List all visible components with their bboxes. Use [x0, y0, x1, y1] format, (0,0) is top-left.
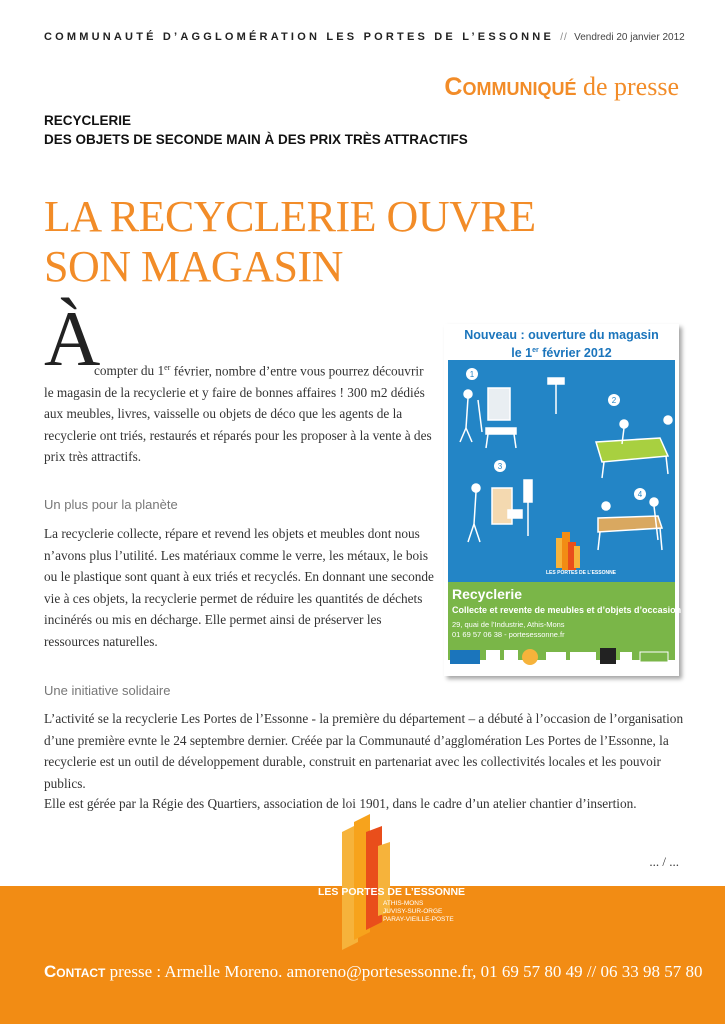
qr-code-icon [600, 648, 616, 664]
town-2: JUVISY-SUR-ORGE [383, 908, 443, 915]
step-3-number: 3 [497, 462, 503, 471]
kicker-line-2: DES OBJETS DE SECONDE MAIN À DES PRIX TRÈS ATTRACTIFS [44, 132, 468, 147]
portes-essonne-logo-icon [334, 812, 394, 952]
section-title-solidarity: Une initiative solidaire [44, 683, 171, 698]
footer-logo-label: LES PORTES DE L’ESSONNE [318, 886, 466, 898]
intro-text-rest: février, nombre d’entre vous pourrez découvrir le magasin de la recyclerie et y faire de bonnes affaires ! 300 m2 dédiés aux meubles, livres, vaisselle ou objets de déco que les agents de la recyclerie ont triés, restaurés et réparés pour les proposer à la vente à des prix très attractifs. [44, 363, 432, 465]
press-contact-label: Contact [44, 962, 106, 981]
header-separator: // [560, 32, 568, 43]
scene-repair [596, 416, 672, 478]
kicker [44, 111, 468, 149]
poster-partner-logos [450, 646, 673, 672]
scene-collection [460, 378, 564, 448]
poster-headline-date: février 2012 [538, 346, 612, 361]
poster-illustration-drawing [448, 360, 675, 582]
scene-shop [598, 498, 662, 550]
partner-logo-1 [450, 650, 480, 664]
page-continuation: ... / ... [649, 854, 679, 869]
intro-paragraph [44, 357, 434, 468]
partner-logos-strip [450, 646, 673, 672]
document-type-sub: de presse [582, 72, 679, 101]
poster-headline [444, 324, 679, 361]
intro-superscript: er [164, 363, 171, 372]
press-contact-details: presse : Armelle Moreno. amoreno@portesessonne.fr, 01 69 57 80 49 // 06 33 98 57 80 [105, 962, 703, 981]
section-title-planet: Un plus pour la planète [44, 497, 178, 512]
section-solidarity-text-2: Elle est gérée par la Régie des Quartiers, association de loi 1901, dans le cadre d’un atelier chantier d’insertion. [44, 796, 637, 811]
intro-text-start: compter du 1 [94, 363, 165, 379]
footer-logo-towns [383, 900, 454, 924]
partner-logo-2 [486, 650, 500, 664]
partner-logo-4 [522, 649, 538, 665]
poster-logo-label: LES PORTES DE L’ESSONNE [546, 570, 617, 576]
press-contact [44, 962, 703, 982]
document-type [444, 72, 679, 102]
scene-sorting [468, 480, 532, 542]
partner-logo-3 [504, 650, 518, 664]
poster-headline-sup: er [532, 347, 539, 354]
partner-logo-5 [546, 652, 566, 662]
poster [444, 324, 682, 676]
header-line [44, 31, 694, 43]
step-1-number: 1 [469, 370, 475, 379]
poster-headline-line-1: Nouveau : ouverture du magasin [464, 328, 659, 342]
poster-illustration [448, 360, 675, 582]
headline: LA RECYCLERIE OUVRE SON MAGASIN [44, 192, 536, 291]
step-4-number: 4 [637, 490, 643, 499]
poster-logo-graphic [556, 532, 580, 570]
partner-logo-6 [570, 652, 596, 662]
dropcap: À [44, 295, 101, 382]
section-planet-text: La recyclerie collecte, répare et revend les objets et meubles dont nous n’avons plus l’utilité. Les matériaux comme le verre, les métaux, le bois ou le plastique sont quant à eux triés et recyclés. En donnant une seconde vie à ces objets, la recyclerie permet de réduire les quantités de déchets incinérés ou mis en décharge. Elle permet ainsi de préserver les ressources naturelles. [44, 526, 434, 649]
release-date: Vendredi 20 janvier 2012 [574, 32, 685, 43]
poster-address [452, 620, 565, 639]
poster-headline-line-2: le 1 [511, 346, 533, 361]
town-1: ATHIS-MONS [383, 900, 424, 907]
town-3: PARAY-VIEILLE-POSTE [383, 916, 454, 923]
poster-contact-line: 01 69 57 06 38 - portesessonne.fr [452, 629, 565, 639]
step-2-number: 2 [611, 396, 617, 405]
poster-title: Recyclerie [452, 586, 523, 602]
organisation-name: COMMUNAUTÉ D’AGGLOMÉRATION LES PORTES DE L’ESSONNE [44, 31, 554, 43]
document-type-main: Communiqué [444, 73, 577, 101]
partner-logo-7 [620, 652, 632, 662]
poster-subtitle: Collecte et revente de meubles et d’objets d’occasion [452, 605, 682, 615]
poster-address-line: 29, quai de l’Industrie, Athis-Mons [452, 620, 565, 629]
kicker-line-1: RECYCLERIE [44, 113, 132, 128]
section-solidarity-text: L’activité se la recyclerie Les Portes de l’Essonne - la première du département – a débuté à l’occasion de l’organisation d’une première evnte le 24 septembre dernier. Créée par la Communauté d’agglomération Les Portes de l’Essonne, la recyclerie est un outil de développement durable, construit en partenariat avec les collectivités locales et les pouvoir publics. [44, 711, 684, 791]
partner-logo-8 [640, 652, 668, 662]
